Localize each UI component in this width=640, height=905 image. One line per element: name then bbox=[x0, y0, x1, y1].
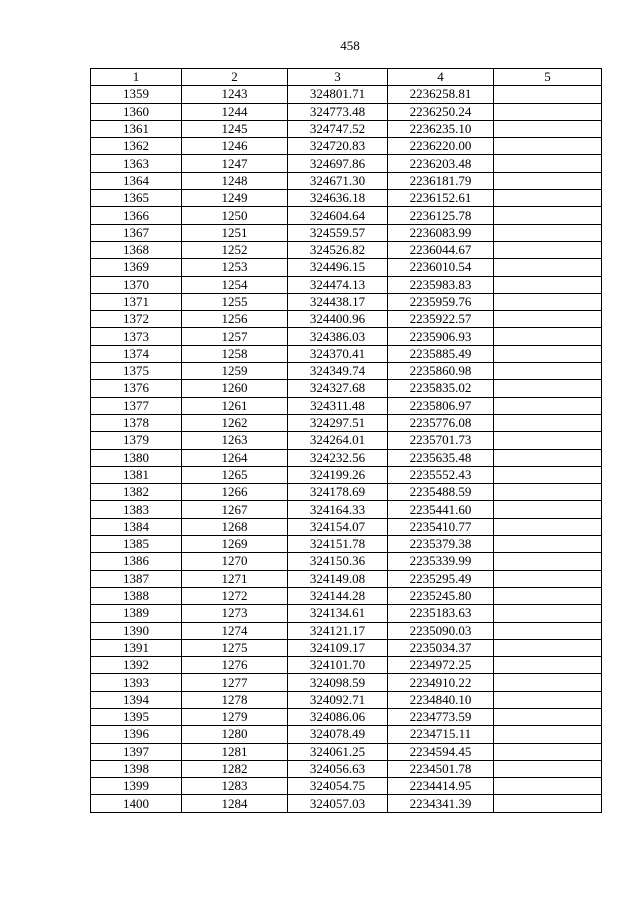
table-cell bbox=[494, 120, 602, 137]
table-row bbox=[91, 293, 602, 310]
table-cell: 2234715.11 bbox=[388, 726, 494, 743]
table-cell bbox=[494, 622, 602, 639]
table-cell bbox=[494, 605, 602, 622]
table-row bbox=[91, 536, 602, 553]
table-cell bbox=[494, 432, 602, 449]
table-cell: 324349.74 bbox=[288, 363, 388, 380]
table-cell: 1394 bbox=[91, 691, 182, 708]
table-cell: 324747.52 bbox=[288, 120, 388, 137]
table-row bbox=[91, 708, 602, 725]
table-cell: 324092.71 bbox=[288, 691, 388, 708]
table-cell: 1258 bbox=[182, 345, 288, 362]
table-cell: 324056.63 bbox=[288, 760, 388, 777]
table-cell: 324327.68 bbox=[288, 380, 388, 397]
table-cell: 2235295.49 bbox=[388, 570, 494, 587]
table-cell: 2235339.99 bbox=[388, 553, 494, 570]
table-cell: 1369 bbox=[91, 259, 182, 276]
table-cell: 2236181.79 bbox=[388, 172, 494, 189]
table-row bbox=[91, 432, 602, 449]
table-cell: 1380 bbox=[91, 449, 182, 466]
table-cell: 1382 bbox=[91, 484, 182, 501]
table-cell bbox=[494, 155, 602, 172]
table-cell: 324720.83 bbox=[288, 138, 388, 155]
table-cell: 1379 bbox=[91, 432, 182, 449]
table-cell: 1270 bbox=[182, 553, 288, 570]
table-row bbox=[91, 501, 602, 518]
table-cell: 1393 bbox=[91, 674, 182, 691]
coordinates-table bbox=[90, 68, 602, 813]
table-cell: 1273 bbox=[182, 605, 288, 622]
table-cell: 1243 bbox=[182, 86, 288, 103]
column-header: 2 bbox=[182, 69, 288, 86]
table-cell: 1399 bbox=[91, 778, 182, 795]
table-cell: 1277 bbox=[182, 674, 288, 691]
table-cell: 1374 bbox=[91, 345, 182, 362]
table-body bbox=[91, 86, 602, 812]
table-cell: 1261 bbox=[182, 397, 288, 414]
table-cell: 324150.36 bbox=[288, 553, 388, 570]
table-row bbox=[91, 449, 602, 466]
table-row bbox=[91, 155, 602, 172]
table-cell: 1372 bbox=[91, 311, 182, 328]
table-cell bbox=[494, 484, 602, 501]
table-cell: 1283 bbox=[182, 778, 288, 795]
table-cell: 2234341.39 bbox=[388, 795, 494, 812]
table-cell: 324164.33 bbox=[288, 501, 388, 518]
table-cell: 1384 bbox=[91, 518, 182, 535]
table-cell: 1260 bbox=[182, 380, 288, 397]
table-cell bbox=[494, 518, 602, 535]
table-cell: 1274 bbox=[182, 622, 288, 639]
table-row bbox=[91, 311, 602, 328]
table-cell: 324178.69 bbox=[288, 484, 388, 501]
table-cell: 2235379.38 bbox=[388, 536, 494, 553]
table-cell: 324098.59 bbox=[288, 674, 388, 691]
table-cell bbox=[494, 363, 602, 380]
table-row bbox=[91, 484, 602, 501]
table-cell bbox=[494, 795, 602, 812]
table-cell bbox=[494, 293, 602, 310]
table-cell: 324101.70 bbox=[288, 657, 388, 674]
table-cell: 1371 bbox=[91, 293, 182, 310]
table-cell: 1244 bbox=[182, 103, 288, 120]
table-cell: 1280 bbox=[182, 726, 288, 743]
table-cell: 2236250.24 bbox=[388, 103, 494, 120]
table-cell bbox=[494, 708, 602, 725]
table-cell: 2234910.22 bbox=[388, 674, 494, 691]
table-cell bbox=[494, 536, 602, 553]
table-cell: 2235835.02 bbox=[388, 380, 494, 397]
table-cell: 1254 bbox=[182, 276, 288, 293]
table-cell bbox=[494, 760, 602, 777]
table-cell: 1259 bbox=[182, 363, 288, 380]
table-cell: 324370.41 bbox=[288, 345, 388, 362]
table-row bbox=[91, 207, 602, 224]
table-cell: 324386.03 bbox=[288, 328, 388, 345]
table-cell: 324400.96 bbox=[288, 311, 388, 328]
table-row bbox=[91, 743, 602, 760]
table-cell: 2235922.57 bbox=[388, 311, 494, 328]
table-row bbox=[91, 674, 602, 691]
table-cell: 1398 bbox=[91, 760, 182, 777]
table-cell: 1252 bbox=[182, 241, 288, 258]
table-cell: 1375 bbox=[91, 363, 182, 380]
table-header-row bbox=[91, 69, 602, 86]
table-cell: 1397 bbox=[91, 743, 182, 760]
table-cell bbox=[494, 657, 602, 674]
table-cell bbox=[494, 241, 602, 258]
table-cell: 324496.15 bbox=[288, 259, 388, 276]
table-cell: 324311.48 bbox=[288, 397, 388, 414]
table-cell: 324636.18 bbox=[288, 190, 388, 207]
table-cell: 2235701.73 bbox=[388, 432, 494, 449]
table-cell: 324604.64 bbox=[288, 207, 388, 224]
table-cell: 1391 bbox=[91, 639, 182, 656]
table-cell bbox=[494, 639, 602, 656]
table-cell: 1360 bbox=[91, 103, 182, 120]
table-cell: 2235552.43 bbox=[388, 466, 494, 483]
table-cell bbox=[494, 466, 602, 483]
table-cell: 1264 bbox=[182, 449, 288, 466]
column-header: 5 bbox=[494, 69, 602, 86]
table-cell bbox=[494, 501, 602, 518]
table-cell: 1366 bbox=[91, 207, 182, 224]
table-cell: 1364 bbox=[91, 172, 182, 189]
table-cell: 1284 bbox=[182, 795, 288, 812]
table-cell: 1269 bbox=[182, 536, 288, 553]
table-cell: 2235441.60 bbox=[388, 501, 494, 518]
table-cell: 1257 bbox=[182, 328, 288, 345]
table-cell: 2236203.48 bbox=[388, 155, 494, 172]
table-cell: 1276 bbox=[182, 657, 288, 674]
table-cell: 324149.08 bbox=[288, 570, 388, 587]
table-cell: 1390 bbox=[91, 622, 182, 639]
table-cell: 2235635.48 bbox=[388, 449, 494, 466]
table-cell bbox=[494, 414, 602, 431]
table-cell: 2236258.81 bbox=[388, 86, 494, 103]
table-cell bbox=[494, 743, 602, 760]
table-row bbox=[91, 172, 602, 189]
table-row bbox=[91, 570, 602, 587]
table-row bbox=[91, 138, 602, 155]
table-row bbox=[91, 380, 602, 397]
table-row bbox=[91, 224, 602, 241]
table-row bbox=[91, 760, 602, 777]
table-row bbox=[91, 328, 602, 345]
table-cell: 2235983.83 bbox=[388, 276, 494, 293]
table-cell: 324297.51 bbox=[288, 414, 388, 431]
table-cell: 1279 bbox=[182, 708, 288, 725]
table-cell: 1386 bbox=[91, 553, 182, 570]
table-row bbox=[91, 622, 602, 639]
table-cell bbox=[494, 778, 602, 795]
table-cell: 1378 bbox=[91, 414, 182, 431]
table-row bbox=[91, 553, 602, 570]
table-cell: 324154.07 bbox=[288, 518, 388, 535]
table-cell bbox=[494, 276, 602, 293]
table-row bbox=[91, 778, 602, 795]
table-cell: 324526.82 bbox=[288, 241, 388, 258]
table-cell: 2235183.63 bbox=[388, 605, 494, 622]
table-cell: 2235410.77 bbox=[388, 518, 494, 535]
table-cell: 324061.25 bbox=[288, 743, 388, 760]
table-cell: 1365 bbox=[91, 190, 182, 207]
table-cell: 1373 bbox=[91, 328, 182, 345]
table-cell: 1245 bbox=[182, 120, 288, 137]
table-cell: 2235034.37 bbox=[388, 639, 494, 656]
table-cell: 1362 bbox=[91, 138, 182, 155]
table-row bbox=[91, 639, 602, 656]
table-cell: 1278 bbox=[182, 691, 288, 708]
table-cell: 1392 bbox=[91, 657, 182, 674]
table-cell: 2236220.00 bbox=[388, 138, 494, 155]
table-row bbox=[91, 276, 602, 293]
table-cell: 1265 bbox=[182, 466, 288, 483]
table-cell: 1255 bbox=[182, 293, 288, 310]
table-cell: 2235906.93 bbox=[388, 328, 494, 345]
table-cell: 324559.57 bbox=[288, 224, 388, 241]
table-row bbox=[91, 657, 602, 674]
table-cell bbox=[494, 570, 602, 587]
table-cell: 2236152.61 bbox=[388, 190, 494, 207]
table-cell: 324474.13 bbox=[288, 276, 388, 293]
table-cell: 1248 bbox=[182, 172, 288, 189]
table-cell bbox=[494, 380, 602, 397]
table-cell: 324144.28 bbox=[288, 587, 388, 604]
table-row bbox=[91, 103, 602, 120]
table-cell: 2236044.67 bbox=[388, 241, 494, 258]
table-cell: 1272 bbox=[182, 587, 288, 604]
table-cell bbox=[494, 86, 602, 103]
table-cell: 1250 bbox=[182, 207, 288, 224]
table-cell: 1377 bbox=[91, 397, 182, 414]
table-cell: 1253 bbox=[182, 259, 288, 276]
table-cell: 2235488.59 bbox=[388, 484, 494, 501]
table-cell: 1395 bbox=[91, 708, 182, 725]
page-number: 458 bbox=[340, 38, 360, 53]
table-cell: 1271 bbox=[182, 570, 288, 587]
table-row bbox=[91, 86, 602, 103]
table-cell: 1281 bbox=[182, 743, 288, 760]
table-cell bbox=[494, 726, 602, 743]
table-cell: 324232.56 bbox=[288, 449, 388, 466]
table-cell: 2234972.25 bbox=[388, 657, 494, 674]
table-cell bbox=[494, 259, 602, 276]
table-cell: 324697.86 bbox=[288, 155, 388, 172]
table-cell: 324078.49 bbox=[288, 726, 388, 743]
table-cell: 1251 bbox=[182, 224, 288, 241]
table-cell bbox=[494, 397, 602, 414]
table-cell: 2235959.76 bbox=[388, 293, 494, 310]
table-row bbox=[91, 345, 602, 362]
table-row bbox=[91, 466, 602, 483]
table-cell bbox=[494, 449, 602, 466]
table-cell: 324054.75 bbox=[288, 778, 388, 795]
table-cell: 2235860.98 bbox=[388, 363, 494, 380]
table-cell: 1389 bbox=[91, 605, 182, 622]
table-cell: 1376 bbox=[91, 380, 182, 397]
table-cell: 1396 bbox=[91, 726, 182, 743]
table-cell bbox=[494, 138, 602, 155]
table-row bbox=[91, 691, 602, 708]
table-row bbox=[91, 120, 602, 137]
table-cell: 324086.06 bbox=[288, 708, 388, 725]
table-cell: 1267 bbox=[182, 501, 288, 518]
table-cell: 2234501.78 bbox=[388, 760, 494, 777]
column-header: 1 bbox=[91, 69, 182, 86]
table-cell: 324671.30 bbox=[288, 172, 388, 189]
table-cell: 2236083.99 bbox=[388, 224, 494, 241]
table-cell bbox=[494, 190, 602, 207]
table-cell bbox=[494, 345, 602, 362]
table-cell: 1370 bbox=[91, 276, 182, 293]
table-cell: 1275 bbox=[182, 639, 288, 656]
table-cell: 2235245.80 bbox=[388, 587, 494, 604]
table-cell: 1282 bbox=[182, 760, 288, 777]
table-cell: 324121.17 bbox=[288, 622, 388, 639]
table-row bbox=[91, 259, 602, 276]
column-header: 4 bbox=[388, 69, 494, 86]
table-cell: 2235806.97 bbox=[388, 397, 494, 414]
table-row bbox=[91, 605, 602, 622]
table-cell bbox=[494, 691, 602, 708]
table-cell: 1368 bbox=[91, 241, 182, 258]
table-cell bbox=[494, 172, 602, 189]
table-cell bbox=[494, 328, 602, 345]
table-cell: 324264.01 bbox=[288, 432, 388, 449]
table-cell: 324134.61 bbox=[288, 605, 388, 622]
table-cell: 1361 bbox=[91, 120, 182, 137]
table-cell: 2235090.03 bbox=[388, 622, 494, 639]
table-row bbox=[91, 397, 602, 414]
table-cell: 1262 bbox=[182, 414, 288, 431]
table-cell: 2234414.95 bbox=[388, 778, 494, 795]
table-cell: 324773.48 bbox=[288, 103, 388, 120]
table-cell: 1256 bbox=[182, 311, 288, 328]
table-cell: 1400 bbox=[91, 795, 182, 812]
table-row bbox=[91, 587, 602, 604]
table-cell: 324438.17 bbox=[288, 293, 388, 310]
column-header: 3 bbox=[288, 69, 388, 86]
table-cell: 1381 bbox=[91, 466, 182, 483]
table-cell: 2236010.54 bbox=[388, 259, 494, 276]
table-cell: 1247 bbox=[182, 155, 288, 172]
table-cell: 1385 bbox=[91, 536, 182, 553]
table-cell: 1359 bbox=[91, 86, 182, 103]
table-cell bbox=[494, 311, 602, 328]
table-cell bbox=[494, 207, 602, 224]
table-cell bbox=[494, 553, 602, 570]
table-cell bbox=[494, 103, 602, 120]
table-row bbox=[91, 726, 602, 743]
table-cell: 1363 bbox=[91, 155, 182, 172]
table-cell: 1246 bbox=[182, 138, 288, 155]
table-row bbox=[91, 414, 602, 431]
table-cell: 1266 bbox=[182, 484, 288, 501]
table-row bbox=[91, 363, 602, 380]
table-cell: 2234840.10 bbox=[388, 691, 494, 708]
table-cell bbox=[494, 587, 602, 604]
table-cell: 2234594.45 bbox=[388, 743, 494, 760]
table-cell: 1383 bbox=[91, 501, 182, 518]
table-cell: 1249 bbox=[182, 190, 288, 207]
table-cell: 2234773.59 bbox=[388, 708, 494, 725]
table-cell: 2236235.10 bbox=[388, 120, 494, 137]
table-cell bbox=[494, 674, 602, 691]
table-cell: 2236125.78 bbox=[388, 207, 494, 224]
table-cell: 1388 bbox=[91, 587, 182, 604]
table-cell: 1263 bbox=[182, 432, 288, 449]
table-cell: 2235885.49 bbox=[388, 345, 494, 362]
table-row bbox=[91, 190, 602, 207]
table-cell: 1367 bbox=[91, 224, 182, 241]
table-cell: 324151.78 bbox=[288, 536, 388, 553]
table-row bbox=[91, 795, 602, 812]
table-row bbox=[91, 241, 602, 258]
table-cell: 324801.71 bbox=[288, 86, 388, 103]
table-cell: 1387 bbox=[91, 570, 182, 587]
table-cell: 324109.17 bbox=[288, 639, 388, 656]
table-row bbox=[91, 518, 602, 535]
table-cell: 1268 bbox=[182, 518, 288, 535]
table-cell bbox=[494, 224, 602, 241]
table-cell: 324057.03 bbox=[288, 795, 388, 812]
table-cell: 324199.26 bbox=[288, 466, 388, 483]
table-cell: 2235776.08 bbox=[388, 414, 494, 431]
